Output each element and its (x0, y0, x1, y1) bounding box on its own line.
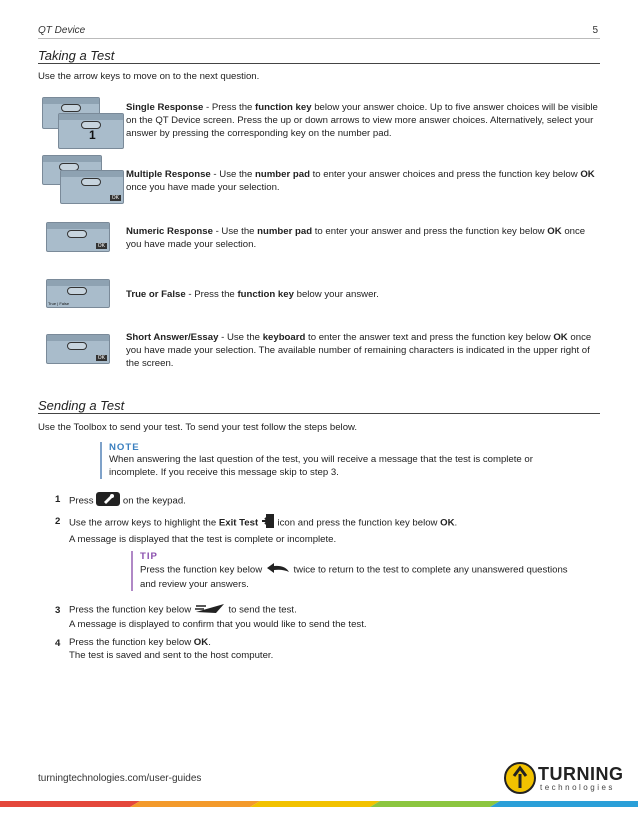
item-emphasis: keyboard (262, 332, 306, 343)
item-single-response (126, 101, 601, 140)
section-heading-sending: Sending a Test (38, 398, 125, 413)
tip-text-part: Press the function key below (140, 564, 265, 576)
back-arrow-icon (265, 562, 291, 578)
exit-test-icon (261, 513, 275, 533)
item-text: - Press the (185, 289, 238, 300)
item-text: - Use the (212, 226, 258, 237)
step-text: Use the arrow keys to highlight the (69, 517, 219, 529)
nav-arrows-icon (67, 230, 87, 238)
brand-name: TURNING (538, 764, 624, 784)
note-text: When answering the last question of the test, you will receive a message that the test is complete or incomplete. If you receive this message skip to step 3. (109, 454, 533, 478)
item-title: Single Response (126, 102, 204, 113)
tip-text-part: twice to return to the test to complete any unanswered questions and review your answers. (140, 564, 568, 590)
status-bar (59, 114, 123, 120)
item-emphasis: OK (553, 332, 568, 343)
item-numeric-response (126, 225, 601, 251)
step-text: icon and press the function key below (277, 517, 441, 529)
send-icon (194, 602, 226, 618)
step-number: 2 (55, 516, 61, 527)
step-text: . (454, 517, 458, 529)
item-true-false (126, 288, 601, 301)
item-title: True or False (126, 289, 186, 300)
footer-color-stripe (0, 801, 638, 807)
true-softkey: True (48, 301, 57, 306)
step-number: 4 (55, 638, 61, 649)
nav-arrows-icon (61, 104, 81, 112)
device-screen-short-answer (46, 334, 110, 364)
item-text: to enter your answer and press the function key below (312, 226, 548, 237)
running-header-title: QT Device (38, 25, 86, 36)
step-text: A message is displayed to confirm that you would like to send the test. (69, 619, 367, 630)
section-divider (38, 413, 600, 414)
step-emphasis: OK (193, 637, 209, 648)
status-bar (47, 223, 109, 229)
step-text: A message is displayed that the test is complete or incomplete. (69, 534, 337, 545)
item-emphasis: OK (547, 226, 562, 237)
intro-text: Use the arrow keys to move on to the next question. (38, 71, 260, 82)
section-divider (38, 63, 600, 64)
item-text: - Use the (218, 332, 263, 343)
status-bar (47, 280, 109, 286)
section-heading-taking: Taking a Test (38, 48, 115, 63)
step-text: . (208, 637, 211, 648)
nav-arrows-icon (67, 342, 87, 350)
step-2 (69, 513, 589, 546)
step-text: on the keypad. (122, 495, 186, 507)
footer-url: turningtechnologies.com/user-guides (38, 773, 202, 784)
item-emphasis: number pad (255, 169, 310, 180)
item-text: below your answer choice. Up to five answer choices will be visible on the QT Device screen. Press the up or down arrows to view more answer choices. Alternatively, select your answer by pressing the corresponding key on the number pad. (126, 102, 598, 139)
item-text: to enter your answer choices and press the function key below (309, 169, 581, 180)
item-multiple-response (126, 168, 601, 194)
turning-logo (504, 762, 624, 796)
sending-intro: Use the Toolbox to send your test. To send your test follow the steps below. (38, 422, 358, 433)
device-screen-single-b (58, 113, 124, 149)
item-emphasis: function key (237, 289, 294, 300)
item-text: - Press the (203, 102, 256, 113)
status-bar (47, 335, 109, 341)
ok-softkey: OK (97, 355, 105, 361)
step-text: Press the function key below (69, 604, 194, 616)
device-screen-numeric (46, 222, 110, 252)
header-divider (38, 38, 600, 39)
step-3 (69, 602, 589, 631)
tip-label: TIP (140, 551, 158, 562)
step-text: Press (69, 495, 97, 507)
item-short-answer (126, 331, 601, 370)
item-title: Short Answer/Essay (126, 332, 219, 343)
step-emphasis: OK (440, 517, 455, 529)
item-text: below your answer. (293, 289, 379, 300)
item-text: - Use the (210, 169, 256, 180)
item-emphasis: number pad (257, 226, 313, 237)
answer-number: 1 (89, 128, 96, 142)
step-text: Press the function key below (69, 637, 194, 648)
step-number: 3 (55, 605, 61, 616)
device-screen-true-false (46, 279, 110, 308)
item-title: Multiple Response (126, 169, 211, 180)
step-1 (69, 491, 186, 511)
status-bar (43, 156, 101, 162)
ok-softkey: OK (111, 195, 119, 201)
note-callout (100, 442, 579, 479)
item-text: to enter the answer text and press the function key below (305, 332, 554, 343)
tip-text (140, 562, 580, 591)
item-text: once you have made your selection. (126, 226, 586, 250)
step-4 (69, 636, 589, 662)
item-title: Numeric Response (126, 226, 213, 237)
false-softkey: False (59, 301, 70, 306)
nav-arrows-icon (81, 178, 101, 186)
ok-softkey: OK (97, 243, 105, 249)
item-emphasis: OK (580, 169, 595, 180)
step-number: 1 (55, 494, 61, 505)
item-text: once you have made your selection. The available number of remaining characters is indicated in the upper right of the screen. (126, 332, 592, 369)
status-bar (61, 171, 123, 177)
step-text: to send the test. (228, 604, 297, 616)
turning-logo-mark-icon (504, 762, 536, 794)
toolbox-key-icon (96, 491, 120, 511)
true-false-softkeys: True | False (48, 301, 70, 306)
item-text: once you have made your selection. (126, 182, 280, 193)
step-text: The test is saved and sent to the host computer. (69, 650, 274, 661)
brand-subtitle: technologies (540, 783, 615, 792)
tip-callout (131, 551, 580, 591)
device-screen-multiple-b (60, 170, 124, 204)
nav-arrows-icon (67, 287, 87, 295)
step-emphasis: Exit Test (218, 517, 259, 529)
note-label: NOTE (109, 442, 140, 453)
item-emphasis: function key (255, 102, 312, 113)
page-number: 5 (592, 25, 598, 36)
